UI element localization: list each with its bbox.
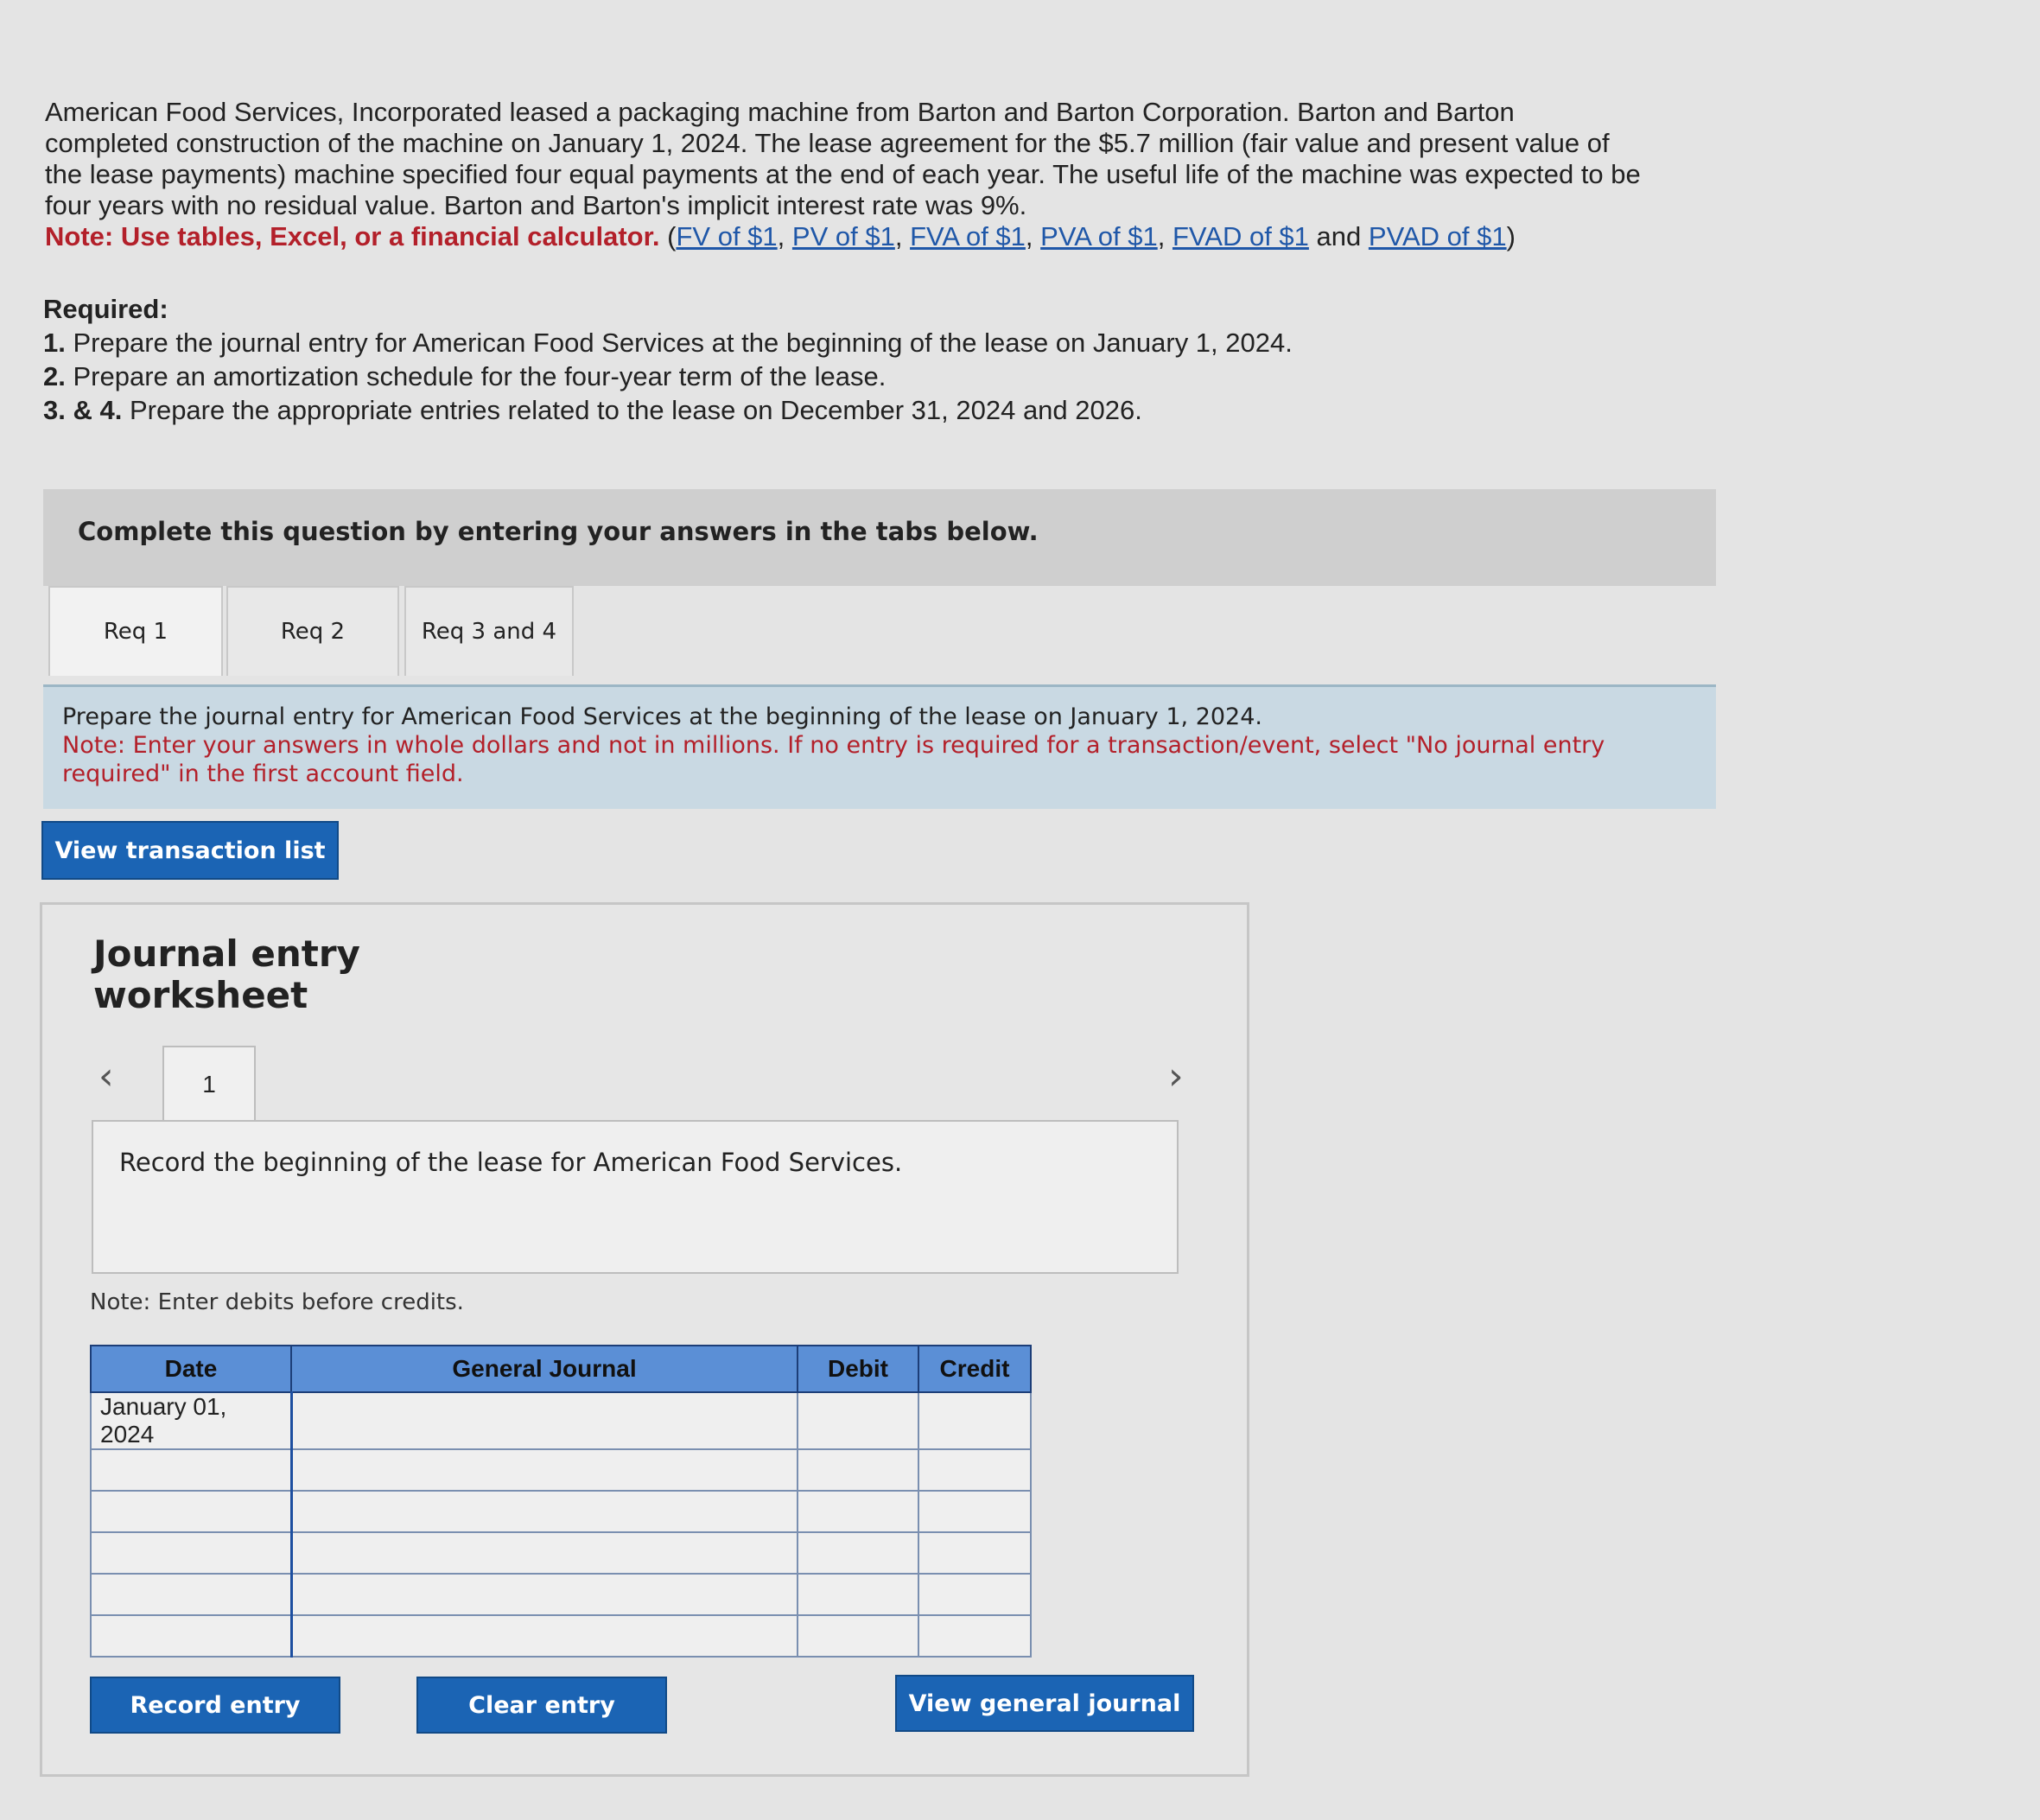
required-item-number: 3. & 4.	[43, 395, 123, 425]
instructions-banner: Complete this question by entering your answers in the tabs below.	[43, 489, 1716, 586]
required-item-number: 2.	[43, 361, 66, 391]
problem-statement	[45, 97, 1756, 252]
column-header-date: Date	[91, 1346, 291, 1392]
record-description: Record the beginning of the lease for American Food Services.	[92, 1120, 1179, 1274]
problem-line: American Food Services, Incorporated leased a packaging machine from Barton and Barton Corporation. Barton and Barton	[45, 97, 1515, 127]
debits-note: Note: Enter debits before credits.	[90, 1289, 464, 1315]
debit-cell[interactable]	[798, 1392, 918, 1449]
journal-table	[90, 1345, 1032, 1658]
account-cell[interactable]	[291, 1491, 798, 1532]
instruction-text: Prepare the journal entry for American Food Services at the beginning of the lease on January 1, 2024.	[62, 703, 1262, 730]
date-cell[interactable]	[91, 1491, 291, 1532]
account-cell[interactable]	[291, 1392, 798, 1449]
view-transaction-list-button[interactable]: View transaction list	[41, 821, 339, 880]
and-text: and	[1316, 221, 1362, 251]
required-item-text: Prepare the journal entry for American Food Services at the beginning of the lease on January 1, 2024.	[73, 328, 1293, 358]
worksheet-title: Journal entry worksheet	[93, 932, 360, 1016]
debit-cell[interactable]	[798, 1491, 918, 1532]
table-row	[91, 1574, 1031, 1615]
tab-req-1[interactable]: Req 1	[48, 586, 223, 676]
problem-note-line: Note: Use tables, Excel, or a financial calculator. (FV of $1, PV of $1, FVA of $1, PVA of $1, FVAD of $1 and PVAD of $1)	[45, 221, 1516, 251]
account-cell[interactable]	[291, 1574, 798, 1615]
table-row	[91, 1615, 1031, 1657]
date-cell[interactable]	[91, 1574, 291, 1615]
required-item-text: Prepare an amortization schedule for the four-year term of the lease.	[73, 361, 887, 391]
instruction-note: Note: Enter your answers in whole dollars and not in millions. If no entry is required for a transaction/event, select "No journal entry required" in the first account field.	[62, 732, 1605, 787]
required-item	[43, 326, 1512, 360]
link-fva[interactable]: FVA of $1	[910, 221, 1026, 251]
tab-instruction-panel	[43, 684, 1716, 809]
account-cell[interactable]	[291, 1449, 798, 1491]
table-row	[91, 1532, 1031, 1574]
date-cell[interactable]	[91, 1449, 291, 1491]
debit-cell[interactable]	[798, 1615, 918, 1657]
link-fvad[interactable]: FVAD of $1	[1172, 221, 1309, 251]
chevron-left-icon[interactable]: ‹	[99, 1054, 114, 1098]
financial-calculator-note: Note: Use tables, Excel, or a financial calculator.	[45, 221, 660, 251]
link-pv[interactable]: PV of $1	[791, 221, 895, 251]
required-item-number: 1.	[43, 328, 66, 358]
credit-cell[interactable]	[918, 1574, 1031, 1615]
table-row	[91, 1449, 1031, 1491]
debit-cell[interactable]	[798, 1574, 918, 1615]
tab-req-2[interactable]: Req 2	[226, 586, 399, 676]
link-pva[interactable]: PVA of $1	[1040, 221, 1158, 251]
required-section	[43, 292, 1512, 427]
column-header-debit: Debit	[798, 1346, 918, 1392]
debit-cell[interactable]	[798, 1449, 918, 1491]
credit-cell[interactable]	[918, 1532, 1031, 1574]
debit-cell[interactable]	[798, 1532, 918, 1574]
chevron-right-icon[interactable]: ›	[1168, 1054, 1184, 1098]
view-general-journal-button[interactable]: View general journal	[895, 1675, 1194, 1732]
required-item	[43, 360, 1512, 393]
clear-entry-button[interactable]: Clear entry	[416, 1677, 667, 1734]
tab-req-3-and-4[interactable]: Req 3 and 4	[404, 586, 574, 676]
required-item	[43, 393, 1512, 427]
entry-number-tab[interactable]: 1	[162, 1046, 256, 1122]
account-cell[interactable]	[291, 1615, 798, 1657]
table-row	[91, 1392, 1031, 1449]
required-heading: Required:	[43, 294, 168, 324]
record-entry-button[interactable]: Record entry	[90, 1677, 340, 1734]
date-cell[interactable]	[91, 1615, 291, 1657]
credit-cell[interactable]	[918, 1491, 1031, 1532]
table-row	[91, 1491, 1031, 1532]
date-cell[interactable]	[91, 1532, 291, 1574]
account-cell[interactable]	[291, 1532, 798, 1574]
credit-cell[interactable]	[918, 1449, 1031, 1491]
date-cell[interactable]: January 01, 2024	[91, 1392, 291, 1449]
credit-cell[interactable]	[918, 1392, 1031, 1449]
link-pvad[interactable]: PVAD of $1	[1368, 221, 1507, 251]
link-fv[interactable]: FV of $1	[676, 221, 778, 251]
problem-line: four years with no residual value. Barton and Barton's implicit interest rate was 9%.	[45, 190, 1027, 220]
column-header-credit: Credit	[918, 1346, 1031, 1392]
problem-line: the lease payments) machine specified four equal payments at the end of each year. The useful life of the machine was expected to be	[45, 159, 1641, 189]
problem-line: completed construction of the machine on January 1, 2024. The lease agreement for the $5.7 million (fair value and present value of	[45, 128, 1610, 158]
column-header-general-journal: General Journal	[291, 1346, 798, 1392]
required-item-text: Prepare the appropriate entries related to the lease on December 31, 2024 and 2026.	[129, 395, 1142, 425]
credit-cell[interactable]	[918, 1615, 1031, 1657]
